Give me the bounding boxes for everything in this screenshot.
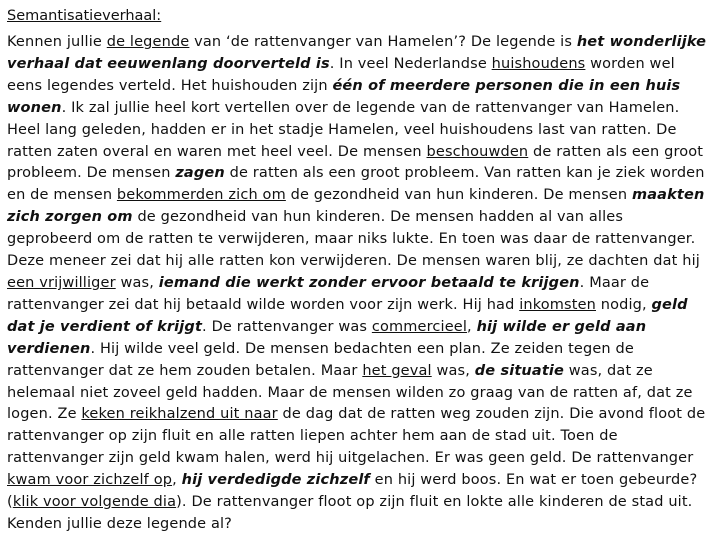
story-text: . Ik zal jullie heel kort vertellen over de legende van de rattenvanger van Hamelen. Heel lang geleden, hadden er in het stadje Hamelen, veel huishoudens last van ratten. De ratten zaten overal en waren met heel veel. De mensen bbox=[7, 99, 680, 160]
story-text: Kennen jullie bbox=[7, 34, 107, 50]
story-text: . Maar de rattenvanger zei dat hij betaald wilde worden voor zijn werk. Hij had bbox=[7, 274, 650, 313]
vocab-term: kwam voor zichzelf op bbox=[7, 472, 173, 489]
story-text: worden wel eens legendes verteld. Het huishouden zijn bbox=[7, 55, 675, 94]
story-text: de gezondheid van hun kinderen. De mensen hadden al van alles geprobeerd om de ratten te verwijderen, maar niks lukte. En toen was daar de rattenvanger. Deze meneer zei dat hij alle ratten kon verwijderen. De mensen waren blij, ze dachten dat hij bbox=[7, 209, 700, 270]
document-page bbox=[7, 6, 713, 536]
vocab-definition: hij verdedigde zichzelf bbox=[181, 472, 370, 489]
vocab-term: keken reikhalzend uit naar bbox=[81, 406, 278, 423]
story-text: was, bbox=[431, 362, 475, 379]
vocab-term: een vrijwilliger bbox=[7, 274, 116, 291]
story-paragraph bbox=[7, 32, 713, 536]
story-text: , bbox=[172, 472, 182, 489]
vocab-term: beschouwden bbox=[426, 143, 529, 160]
story-text: ). De rattenvanger floot op zijn fluit en lokte alle kinderen de stad uit. Kenden jullie deze legende al? bbox=[7, 494, 693, 532]
vocab-term: inkomsten bbox=[519, 296, 596, 313]
story-text: de ratten als een groot probleem. Van ratten kan je ziek worden en de mensen bbox=[7, 165, 705, 204]
vocab-definition: de situatie bbox=[474, 362, 565, 379]
vocab-definition: geld dat je verdient of krijgt bbox=[7, 296, 688, 335]
story-text: . In veel Nederlandse bbox=[329, 55, 492, 72]
story-text: , bbox=[467, 318, 477, 335]
vocab-term: de legende bbox=[106, 34, 190, 50]
vocab-definition: zagen bbox=[175, 165, 225, 182]
vocab-term: bekommerden zich om bbox=[116, 187, 286, 204]
vocab-definition: één of meerdere personen die in een huis wonen bbox=[7, 77, 681, 116]
story-text: . De rattenvanger was bbox=[202, 318, 372, 335]
story-text: was, bbox=[115, 274, 159, 291]
page-title: Semantisatieverhaal: bbox=[7, 8, 162, 24]
vocab-term: commercieel bbox=[371, 318, 468, 335]
vocab-definition: maakten zich zorgen om bbox=[7, 187, 705, 226]
vocab-term: huishoudens bbox=[491, 55, 586, 72]
story-text: de dag dat de ratten weg zouden zijn. Die avond floot de rattenvanger op zijn fluit en alle ratten liepen achter hem aan de stad uit. Toen de rattenvanger zijn geld kwam halen, werd hij uitgelachen. Er was geen geld. De rattenvanger bbox=[7, 406, 706, 467]
vocab-term: klik voor volgende dia bbox=[12, 494, 177, 511]
story-text: . Hij wilde veel geld. De mensen bedachten een plan. Ze zeiden tegen de rattenvanger dat ze hem zouden betalen. Maar bbox=[7, 340, 634, 379]
vocab-definition: het wonderlijke verhaal dat eeuwenlang doorverteld is bbox=[7, 34, 707, 72]
vocab-definition: iemand die werkt zonder ervoor betaald te krijgen bbox=[158, 274, 580, 291]
story-text: nodig, bbox=[596, 296, 652, 313]
vocab-term: het geval bbox=[362, 362, 432, 379]
story-text: van ‘de rattenvanger van Hamelen’? De legende is bbox=[189, 34, 577, 50]
story-text: de gezondheid van hun kinderen. De mensen bbox=[285, 187, 632, 204]
story-text: de ratten als een groot probleem. De mensen bbox=[7, 143, 704, 182]
vocab-definition: hij wilde er geld aan verdienen bbox=[7, 318, 647, 357]
story-text: was, dat ze helemaal niet zoveel geld hadden. Maar de mensen wilden zo graag van de ratten af, dat ze logen. Ze bbox=[7, 362, 693, 423]
story-text: en hij werd boos. En wat er toen gebeurde? ( bbox=[7, 472, 698, 511]
